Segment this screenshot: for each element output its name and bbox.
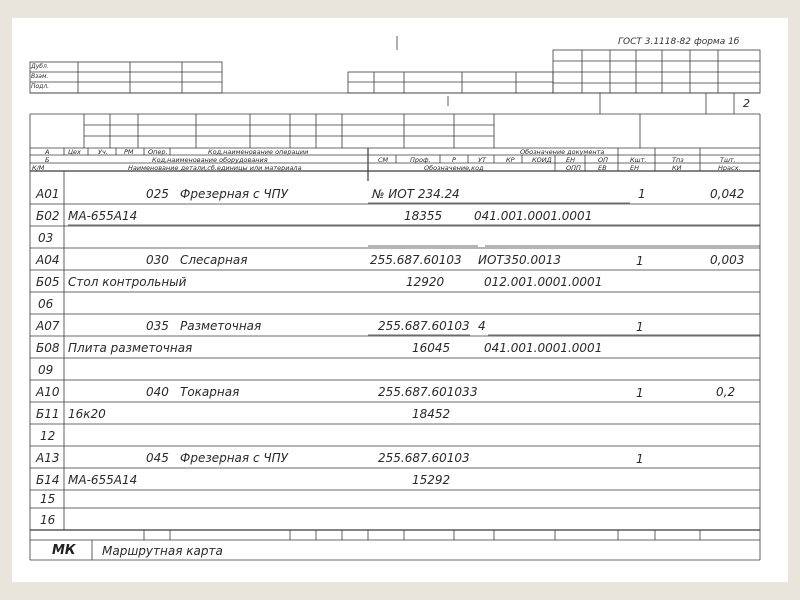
- row-label: А04: [36, 253, 60, 267]
- col-sm: СМ: [378, 156, 389, 164]
- row-label: 12: [40, 429, 56, 443]
- equipment-doc: 012.001.0001.0001: [484, 275, 603, 289]
- col-op-name: Код,наименование операции: [208, 148, 309, 156]
- op-number: 045: [146, 451, 169, 465]
- equipment-code: 15292: [412, 473, 451, 487]
- label-podl: Подл.: [31, 83, 50, 90]
- col-opp: ОПП: [566, 164, 581, 172]
- col-part-name: Наименование детали,сб.единицы или материала: [128, 164, 302, 172]
- op-number: 025: [146, 187, 169, 201]
- col-en2: ЕН: [630, 164, 639, 172]
- row-label: А07: [36, 319, 60, 333]
- col-rm: РМ: [124, 148, 134, 156]
- equipment-name: Плита разметочная: [68, 341, 193, 355]
- row-label: 15: [40, 492, 56, 506]
- col-ki: КИ: [672, 164, 682, 172]
- sheet-number: 2: [743, 97, 750, 110]
- row-label: Б05: [36, 275, 60, 289]
- col-nrash: Нрасх.: [718, 164, 741, 172]
- equipment-doc: 041.001.0001.0001: [474, 209, 593, 223]
- op-num: 4: [478, 319, 486, 333]
- col-op: ОП: [598, 156, 609, 164]
- equipment-name: МА-655А14: [68, 473, 138, 487]
- label-vzam: Взам.: [31, 73, 49, 80]
- equipment-code: 18355: [404, 209, 443, 223]
- op-code: 255.687.60103: [378, 319, 470, 333]
- row-label: Б11: [36, 407, 60, 421]
- col-tpz: Тпз: [672, 156, 684, 164]
- col-km: К/М: [32, 164, 45, 172]
- equipment-name: Стол контрольный: [68, 275, 187, 289]
- col-kr: КР: [506, 156, 515, 164]
- op-num: 4: [452, 187, 460, 201]
- tsht-value: 0,2: [716, 385, 736, 399]
- col-tsht: Тшт.: [720, 156, 736, 164]
- row-label: А10: [36, 385, 60, 399]
- equipment-doc: 041.001.0001.0001: [484, 341, 603, 355]
- row-label: 09: [38, 363, 54, 377]
- gost-code: ГОСТ 3.1118-82: [618, 37, 691, 47]
- col-oper: Опер.: [148, 148, 168, 156]
- op-doc: ИОТ350.0013: [478, 253, 562, 267]
- tsht-value: 0,042: [710, 187, 745, 201]
- kst-value: 1: [636, 320, 644, 334]
- op-name: Фрезерная с ЧПУ: [180, 451, 288, 465]
- col-uch: Уч.: [98, 148, 108, 156]
- row-label: 16: [40, 513, 56, 527]
- col-doc: Обозначение документа: [520, 148, 605, 156]
- row-label: А01: [36, 187, 60, 201]
- row-label: Б02: [36, 209, 60, 223]
- equipment-code: 18452: [412, 407, 451, 421]
- op-name: Слесарная: [180, 253, 248, 267]
- op-name: Разметочная: [180, 319, 262, 333]
- tsht-value: 0,003: [710, 253, 745, 267]
- equipment-name: МА-655А14: [68, 209, 138, 223]
- op-code: № ИОТ 234.2: [372, 187, 453, 201]
- op-code: 255.687.60103: [378, 385, 470, 399]
- op-num: 3: [470, 385, 478, 399]
- label-dubl: Дубл.: [31, 63, 49, 70]
- col-tseh: Цех: [68, 148, 81, 156]
- row-label: А13: [36, 451, 60, 465]
- op-name: Фрезерная с ЧПУ: [180, 187, 288, 201]
- document-title: Маршрутная карта: [102, 544, 223, 558]
- col-r: Р: [452, 156, 456, 164]
- equipment-code: 12920: [406, 275, 445, 289]
- document-code: МК: [52, 543, 76, 558]
- row-label: 06: [38, 297, 54, 311]
- row-label: Б14: [36, 473, 60, 487]
- col-code: Обозначение,код: [424, 164, 484, 172]
- row-label: 03: [38, 231, 54, 245]
- col-kst: Кшт.: [630, 156, 647, 164]
- equipment-name: 16к20: [68, 407, 106, 421]
- op-code: 255.687.60103: [378, 451, 470, 465]
- col-equipment: Код,наименование оборудования: [152, 156, 268, 164]
- col-en: ЕН: [566, 156, 575, 164]
- op-number: 030: [146, 253, 169, 267]
- op-number: 035: [146, 319, 169, 333]
- col-ev: ЕВ: [598, 164, 607, 172]
- form-number: форма 1б: [694, 37, 740, 47]
- row-label: Б08: [36, 341, 60, 355]
- op-number: 040: [146, 385, 169, 399]
- col-b: Б: [45, 156, 50, 164]
- col-ut: УТ: [478, 156, 486, 164]
- kst-value: 1: [638, 187, 646, 201]
- kst-value: 1: [636, 386, 644, 400]
- col-prof: Проф.: [410, 156, 431, 164]
- op-name: Токарная: [180, 385, 240, 399]
- kst-value: 1: [636, 452, 644, 466]
- col-koid: КОИД: [532, 156, 552, 164]
- col-a: А: [45, 148, 50, 156]
- op-code: 255.687.60103: [370, 253, 462, 267]
- equipment-code: 16045: [412, 341, 451, 355]
- kst-value: 1: [636, 254, 644, 268]
